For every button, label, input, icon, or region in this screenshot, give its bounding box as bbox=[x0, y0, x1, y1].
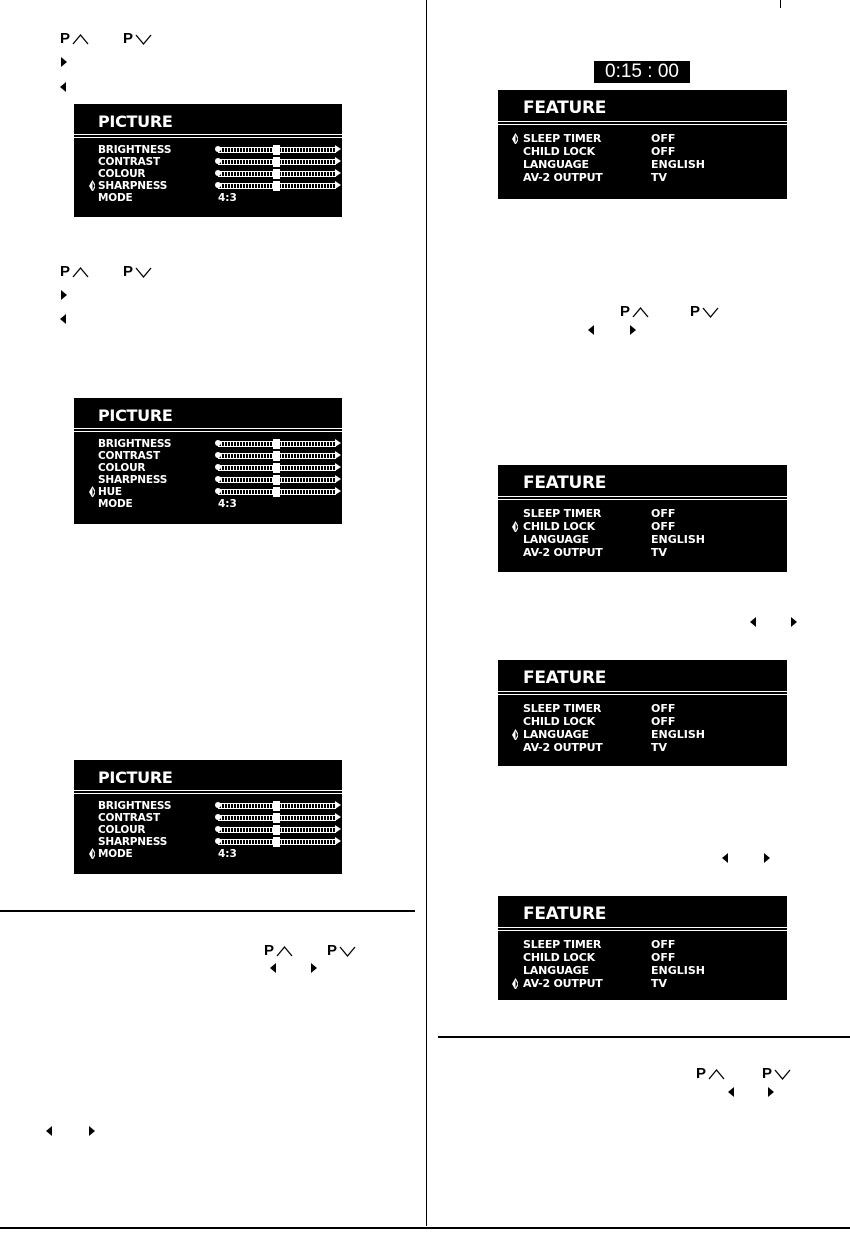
feature-menu bbox=[498, 90, 787, 199]
menu-row-value: TV bbox=[651, 741, 668, 754]
menu-row-label: CONTRAST bbox=[98, 156, 160, 168]
left-arrow-icon bbox=[270, 963, 276, 973]
picture-menu bbox=[74, 104, 342, 217]
slider-right-arrow-icon bbox=[335, 439, 341, 447]
slider-left-cap bbox=[215, 170, 221, 176]
left-arrow-icon bbox=[60, 82, 66, 92]
slider-left-cap bbox=[215, 158, 221, 164]
right-arrow-icon bbox=[89, 1126, 95, 1136]
chevron-down-icon bbox=[339, 945, 356, 957]
slider-left-cap bbox=[215, 146, 221, 152]
slider-left-cap bbox=[215, 814, 221, 820]
menu-title: FEATURE bbox=[523, 904, 607, 924]
right-arrow-icon bbox=[630, 325, 636, 335]
menu-title-rule bbox=[498, 691, 787, 692]
left-arrow-icon bbox=[728, 1087, 734, 1097]
menu-row-label: HUE bbox=[98, 486, 122, 498]
chevron-down-icon bbox=[135, 266, 152, 278]
menu-row-label: MODE bbox=[98, 498, 133, 510]
menu-row-label: AV-2 OUTPUT bbox=[523, 171, 603, 184]
chevron-up-icon bbox=[72, 33, 89, 45]
chevron-up-icon bbox=[276, 945, 293, 957]
page-bottom-rule bbox=[0, 1227, 850, 1229]
left-arrow-icon bbox=[60, 314, 66, 324]
p-down-key bbox=[123, 264, 152, 279]
right-arrow-icon bbox=[768, 1087, 774, 1097]
feature-menu bbox=[498, 896, 787, 1000]
menu-row-label: SLEEP TIMER bbox=[523, 507, 602, 520]
menu-row-slider bbox=[218, 489, 336, 495]
p-key-label: P bbox=[696, 1065, 707, 1082]
right-arrow-icon bbox=[311, 963, 317, 973]
slider-thumb bbox=[273, 157, 280, 167]
slider-left-cap bbox=[215, 802, 221, 808]
menu-row-slider bbox=[218, 827, 336, 833]
menu-row-label: MODE bbox=[98, 848, 133, 860]
menu-row-label: LANGUAGE bbox=[523, 533, 589, 546]
menu-title: FEATURE bbox=[523, 473, 607, 493]
slider-right-arrow-icon bbox=[335, 475, 341, 483]
top-tick-mark bbox=[780, 0, 781, 8]
selection-arrow-icon bbox=[512, 978, 518, 989]
slider-left-cap bbox=[215, 464, 221, 470]
menu-row-value: OFF bbox=[651, 520, 676, 533]
menu-row-value: ENGLISH bbox=[651, 728, 705, 741]
menu-row-value: OFF bbox=[651, 702, 676, 715]
picture-menu bbox=[74, 760, 342, 874]
feature-menu bbox=[498, 465, 787, 572]
slider-left-cap bbox=[215, 488, 221, 494]
menu-row-slider bbox=[218, 171, 336, 177]
menu-row-label: MODE bbox=[98, 192, 133, 204]
menu-row-slider bbox=[218, 453, 336, 459]
menu-row-label: BRIGHTNESS bbox=[98, 800, 172, 812]
menu-row-slider bbox=[218, 441, 336, 447]
slider-thumb bbox=[273, 475, 280, 485]
slider-left-cap bbox=[215, 452, 221, 458]
slider-thumb bbox=[273, 813, 280, 823]
chevron-up-icon bbox=[72, 266, 89, 278]
menu-row-label: BRIGHTNESS bbox=[98, 438, 172, 450]
menu-title-rule bbox=[498, 694, 787, 695]
right-arrow-icon bbox=[791, 617, 797, 627]
menu-title-rule bbox=[498, 496, 787, 497]
p-up-key bbox=[60, 264, 89, 279]
p-down-key bbox=[690, 304, 719, 319]
slider-thumb bbox=[273, 463, 280, 473]
menu-row-label: CHILD LOCK bbox=[523, 715, 595, 728]
section-rule-right bbox=[438, 1036, 850, 1038]
menu-row-label: SLEEP TIMER bbox=[523, 938, 602, 951]
menu-row-slider bbox=[218, 183, 336, 189]
menu-row-slider bbox=[218, 815, 336, 821]
slider-left-cap bbox=[215, 838, 221, 844]
menu-row-value: OFF bbox=[651, 132, 676, 145]
p-up-key bbox=[264, 943, 293, 958]
menu-row-label: CONTRAST bbox=[98, 812, 160, 824]
p-key-label: P bbox=[60, 30, 71, 47]
slider-right-arrow-icon bbox=[335, 825, 341, 833]
menu-title-rule bbox=[498, 930, 787, 931]
menu-row-label: CHILD LOCK bbox=[523, 145, 595, 158]
menu-row-label: CONTRAST bbox=[98, 450, 160, 462]
slider-thumb bbox=[273, 451, 280, 461]
slider-left-cap bbox=[215, 440, 221, 446]
menu-title: FEATURE bbox=[523, 668, 607, 688]
menu-row-label: SHARPNESS bbox=[98, 180, 168, 192]
right-arrow-icon bbox=[61, 290, 67, 300]
menu-row-value: ENGLISH bbox=[651, 158, 705, 171]
slider-right-arrow-icon bbox=[335, 145, 341, 153]
menu-title-rule bbox=[74, 790, 342, 791]
slider-left-cap bbox=[215, 826, 221, 832]
left-arrow-icon bbox=[588, 325, 594, 335]
p-up-key bbox=[696, 1066, 725, 1081]
menu-row-value: ENGLISH bbox=[651, 964, 705, 977]
menu-row-label: LANGUAGE bbox=[523, 728, 589, 741]
menu-row-value: 4:3 bbox=[218, 498, 237, 510]
p-key-label: P bbox=[123, 30, 134, 47]
menu-title: FEATURE bbox=[523, 98, 607, 118]
p-key-label: P bbox=[690, 303, 701, 320]
menu-title-rule bbox=[498, 121, 787, 122]
slider-right-arrow-icon bbox=[335, 463, 341, 471]
menu-row-value: OFF bbox=[651, 507, 676, 520]
menu-title-rule bbox=[498, 499, 787, 500]
menu-row-slider bbox=[218, 839, 336, 845]
slider-right-arrow-icon bbox=[335, 801, 341, 809]
menu-row-slider bbox=[218, 477, 336, 483]
menu-row-label: LANGUAGE bbox=[523, 158, 589, 171]
menu-row-slider bbox=[218, 159, 336, 165]
menu-row-label: SHARPNESS bbox=[98, 474, 168, 486]
menu-row-label: COLOUR bbox=[98, 168, 146, 180]
menu-title: PICTURE bbox=[98, 768, 173, 787]
menu-row-label: CHILD LOCK bbox=[523, 951, 595, 964]
menu-row-label: SLEEP TIMER bbox=[523, 702, 602, 715]
menu-row-label: LANGUAGE bbox=[523, 964, 589, 977]
menu-row-value: OFF bbox=[651, 145, 676, 158]
selection-arrow-icon bbox=[512, 729, 518, 740]
left-arrow-icon bbox=[722, 853, 728, 863]
sleep-timer-display bbox=[594, 61, 690, 83]
chevron-up-icon bbox=[708, 1068, 725, 1080]
menu-title-rule bbox=[74, 134, 342, 135]
section-rule-left bbox=[0, 910, 415, 912]
menu-row-slider bbox=[218, 803, 336, 809]
menu-title-rule bbox=[74, 793, 342, 794]
slider-right-arrow-icon bbox=[335, 451, 341, 459]
selection-arrow-icon bbox=[512, 521, 518, 532]
menu-row-value: OFF bbox=[651, 715, 676, 728]
slider-thumb bbox=[273, 487, 280, 497]
sleep-timer-value: 0:15 : 00 bbox=[605, 61, 679, 82]
p-key-label: P bbox=[327, 942, 338, 959]
p-key-label: P bbox=[762, 1065, 773, 1082]
menu-title-rule bbox=[498, 124, 787, 125]
p-down-key bbox=[123, 31, 152, 46]
menu-row-label: AV-2 OUTPUT bbox=[523, 546, 603, 559]
p-key-label: P bbox=[620, 303, 631, 320]
slider-thumb bbox=[273, 439, 280, 449]
p-key-label: P bbox=[123, 263, 134, 280]
menu-row-label: CHILD LOCK bbox=[523, 520, 595, 533]
menu-row-label: SLEEP TIMER bbox=[523, 132, 602, 145]
picture-menu bbox=[74, 398, 342, 524]
menu-row-value: OFF bbox=[651, 951, 676, 964]
left-arrow-icon bbox=[46, 1126, 52, 1136]
menu-row-value: TV bbox=[651, 546, 668, 559]
slider-right-arrow-icon bbox=[335, 487, 341, 495]
menu-row-value: OFF bbox=[651, 938, 676, 951]
menu-title-rule bbox=[74, 137, 342, 138]
menu-row-label: SHARPNESS bbox=[98, 836, 168, 848]
menu-row-value: ENGLISH bbox=[651, 533, 705, 546]
slider-right-arrow-icon bbox=[335, 837, 341, 845]
slider-thumb bbox=[273, 837, 280, 847]
selection-arrow-icon bbox=[89, 180, 95, 191]
menu-row-label: COLOUR bbox=[98, 824, 146, 836]
slider-right-arrow-icon bbox=[335, 157, 341, 165]
slider-thumb bbox=[273, 181, 280, 191]
slider-thumb bbox=[273, 825, 280, 835]
selection-arrow-icon bbox=[89, 486, 95, 497]
p-down-key bbox=[327, 943, 356, 958]
slider-left-cap bbox=[215, 476, 221, 482]
p-key-label: P bbox=[60, 263, 71, 280]
menu-title-rule bbox=[74, 428, 342, 429]
menu-row-label: AV-2 OUTPUT bbox=[523, 741, 603, 754]
slider-right-arrow-icon bbox=[335, 813, 341, 821]
right-arrow-icon bbox=[764, 853, 770, 863]
chevron-down-icon bbox=[135, 33, 152, 45]
slider-right-arrow-icon bbox=[335, 169, 341, 177]
menu-row-label: COLOUR bbox=[98, 462, 146, 474]
p-up-key bbox=[60, 31, 89, 46]
chevron-down-icon bbox=[774, 1068, 791, 1080]
menu-row-label: BRIGHTNESS bbox=[98, 144, 172, 156]
selection-arrow-icon bbox=[512, 133, 518, 144]
menu-row-value: TV bbox=[651, 171, 668, 184]
selection-arrow-icon bbox=[89, 848, 95, 859]
slider-left-cap bbox=[215, 182, 221, 188]
right-arrow-icon bbox=[61, 57, 67, 67]
menu-title: PICTURE bbox=[98, 112, 173, 131]
slider-thumb bbox=[273, 145, 280, 155]
chevron-down-icon bbox=[702, 306, 719, 318]
menu-title-rule bbox=[74, 431, 342, 432]
p-key-label: P bbox=[264, 942, 275, 959]
menu-row-label: AV-2 OUTPUT bbox=[523, 977, 603, 990]
p-up-key bbox=[620, 304, 649, 319]
feature-menu bbox=[498, 660, 787, 766]
slider-thumb bbox=[273, 169, 280, 179]
slider-right-arrow-icon bbox=[335, 181, 341, 189]
slider-thumb bbox=[273, 801, 280, 811]
menu-row-slider bbox=[218, 147, 336, 153]
menu-row-value: 4:3 bbox=[218, 192, 237, 204]
menu-row-value: TV bbox=[651, 977, 668, 990]
menu-title: PICTURE bbox=[98, 406, 173, 425]
menu-title-rule bbox=[498, 927, 787, 928]
p-down-key bbox=[762, 1066, 791, 1081]
left-arrow-icon bbox=[750, 617, 756, 627]
chevron-up-icon bbox=[632, 306, 649, 318]
column-divider bbox=[426, 0, 427, 1226]
menu-row-value: 4:3 bbox=[218, 848, 237, 860]
menu-row-slider bbox=[218, 465, 336, 471]
